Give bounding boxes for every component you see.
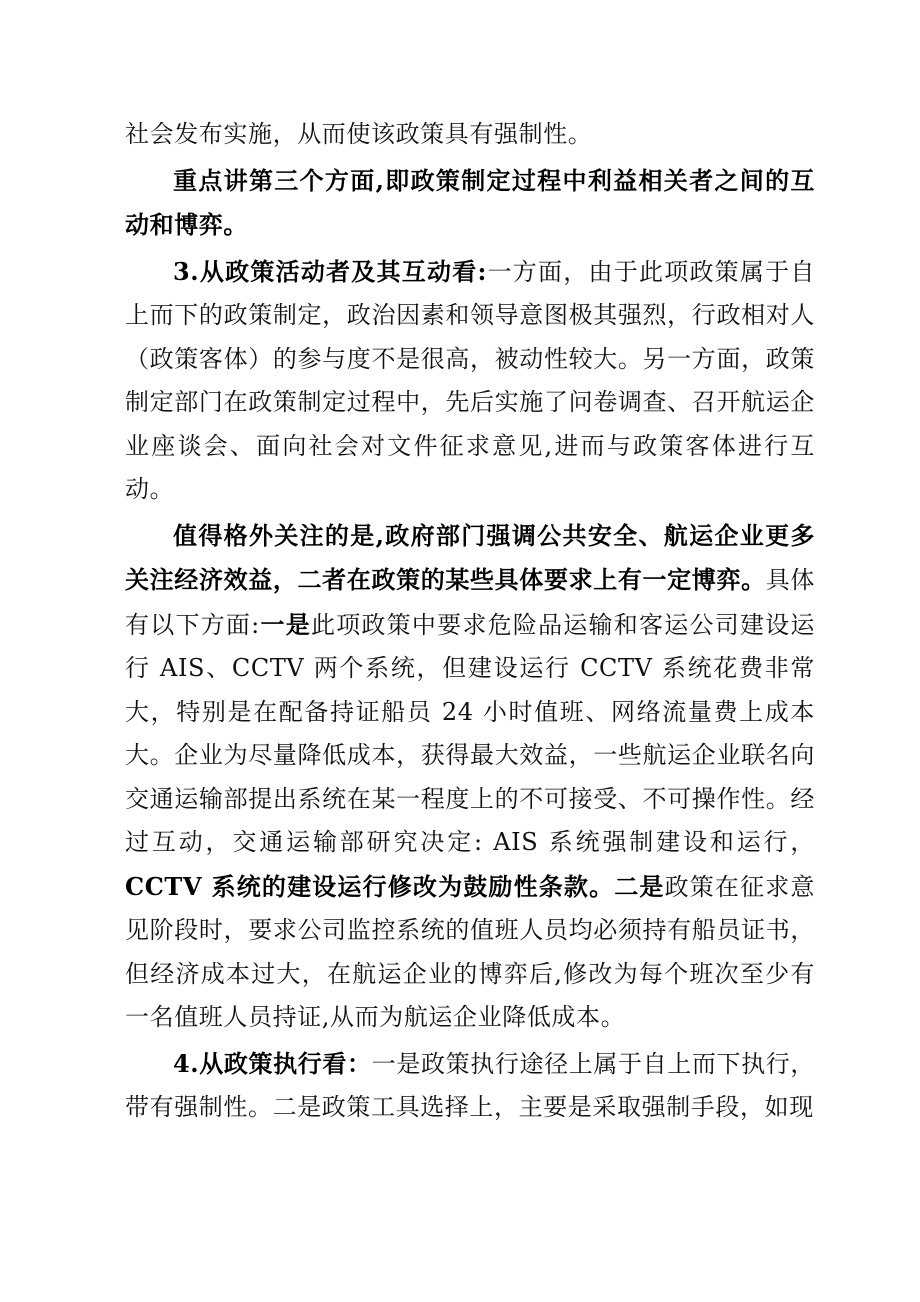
document-page bbox=[125, 113, 815, 1132]
bold-text-run: 二是 bbox=[614, 871, 665, 901]
section-label: 4.从政策执行看： bbox=[173, 1048, 372, 1078]
section-label: 3.从政策活动者及其互动看: bbox=[173, 256, 487, 286]
text-run: 具体有以下方面: bbox=[125, 566, 815, 639]
text-run: 一方面，由于此项政策属于自上而下的政策制定，政治因素和领导意图极其强烈，行政相对人（政策客体）的参与度不是很高，被动性较大。另一方面，政策制定部门在政策制定过程中，先后实施了问卷调查、召开航运企业座谈会、面向社会对文件征求意见,进而与政策客体进行互动。 bbox=[125, 257, 815, 503]
paragraph-3 bbox=[125, 250, 815, 512]
paragraph-2-heading bbox=[125, 159, 815, 248]
paragraph-5 bbox=[125, 1042, 815, 1130]
text-run: 社会发布实施，从而使该政策具有强制性。 bbox=[125, 120, 593, 148]
bold-text-run: CCTV 系统的建设运行修改为鼓励性条款。 bbox=[125, 871, 615, 901]
paragraph-4 bbox=[125, 514, 815, 1040]
bold-text-run: 重点讲第三个方面,即政策制定过程中利益相关者之间的互动和博弈。 bbox=[125, 165, 815, 239]
text-run: 政策在征求意见阶段时，要求公司监控系统的值班人员均必须持有船员证书，但经济成本过大，在航运企业的博弈后,修改为每个班次至少有一名值班人员持证,从而为航运企业降低成本。 bbox=[125, 872, 815, 1031]
text-run: 一是政策执行途径上属于自上而下执行，带有强制性。二是政策工具选择上，主要是采取强制手段，如现 bbox=[125, 1049, 815, 1121]
paragraph-1 bbox=[125, 113, 815, 157]
bold-text-run: 一是 bbox=[259, 609, 311, 639]
text-run: 此项政策中要求危险品运输和客运公司建设运行 AIS、CCTV 两个系统，但建设运行 CCTV 系统花费非常大，特别是在配备持证船员 24 小时值班、网络流量费上成本大。企业为尽量降低成本，获得最大效益，一些航运企业联名向交通运输部提出系统在某一程度上的不可接受、不可操作性。经过互动，交通运输部研究决定: AIS 系统强制建设和运行， bbox=[125, 610, 816, 856]
bold-text-run: 值得格外关注的是,政府部门强调公共安全、航运企业更多关注经济效益，二者在政策的某些具体要求上有一定博弈。 bbox=[125, 520, 815, 594]
